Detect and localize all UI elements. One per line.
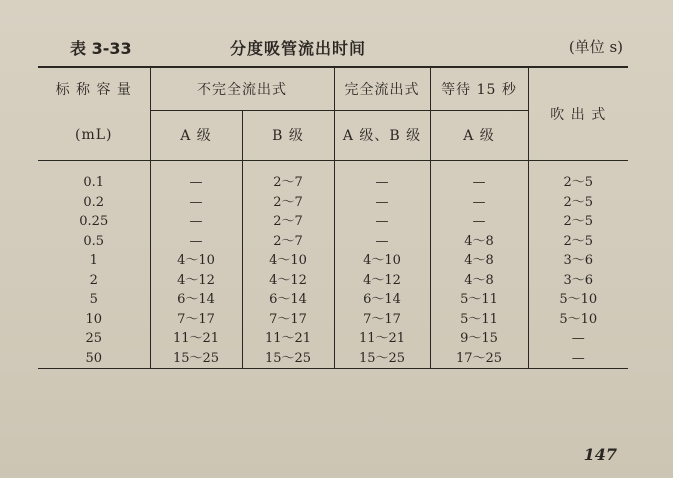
cell-wait: — [430,193,528,213]
cell-wait: 4～8 [430,251,528,271]
cell-a: 6～14 [150,290,242,310]
cell-capacity: 2 [89,272,98,288]
outflow-time-table [38,66,628,369]
cell-capacity: 0.2 [83,194,105,210]
header-blowout: 吹 出 式 [528,67,628,161]
cell-capacity: 10 [85,311,103,327]
cell-b: 2～7 [242,161,334,193]
cell-b: 7～17 [242,310,334,330]
cell-wait: 4～8 [430,271,528,291]
cell-blowout: 3～6 [528,271,628,291]
cell-wait: 4～8 [430,232,528,252]
cell-blowout: 3～6 [528,251,628,271]
cell-complete: 4～10 [334,251,430,271]
table-title: 分度吸管流出时间 [230,39,367,58]
cell-blowout: 2～5 [528,193,628,213]
cell-blowout: 2～5 [528,232,628,252]
table-row [38,212,628,232]
header-capacity: 标 称 容 量 [55,82,132,98]
cell-b: 2～7 [242,193,334,213]
cell-complete: 11～21 [334,329,430,349]
cell-wait: 5～11 [430,290,528,310]
cell-blowout: 5～10 [528,290,628,310]
cell-blowout: 2～5 [528,212,628,232]
cell-wait: 5～11 [430,310,528,330]
cell-capacity: 0.25 [79,214,109,229]
cell-wait: — [430,212,528,232]
page-number: 147 [583,445,617,464]
cell-a: 11～21 [150,329,242,349]
cell-a: — [150,193,242,213]
cell-complete: 4～12 [334,271,430,291]
table-row [38,290,628,310]
cell-capacity: 0.1 [83,175,105,190]
cell-complete: — [334,212,430,232]
table-row [38,271,628,291]
cell-blowout: — [528,329,628,349]
cell-complete: 15～25 [334,349,430,369]
header-grade-a: A 级 [150,110,242,161]
header-grade-a-wait: A 级 [430,110,528,161]
cell-b: 6～14 [242,290,334,310]
cell-complete: 7～17 [334,310,430,330]
cell-a: — [150,212,242,232]
cell-a: — [150,232,242,252]
table-row [38,251,628,271]
cell-a: 4～12 [150,271,242,291]
cell-blowout: — [528,349,628,369]
cell-a: 4～10 [150,251,242,271]
header-capacity-unit: (mL) [75,127,113,143]
cell-capacity: 0.5 [83,233,105,249]
cell-b: 15～25 [242,349,334,369]
header-wait15: 等待 15 秒 [430,67,528,110]
cell-b: 11～21 [242,329,334,349]
cell-capacity: 25 [85,331,103,346]
cell-a: — [150,161,242,193]
cell-complete: — [334,232,430,252]
header-grade-ab: A 级、B 级 [334,110,430,161]
cell-complete: — [334,161,430,193]
header-grade-b: B 级 [242,110,334,161]
header-complete: 完全流出式 [334,67,430,110]
table-row [38,161,628,193]
cell-blowout: 2～5 [528,161,628,193]
cell-blowout: 5～10 [528,310,628,330]
table-number: 表 3-33 [70,39,132,58]
table-row [38,329,628,349]
cell-capacity: 50 [85,350,103,366]
cell-complete: 6～14 [334,290,430,310]
cell-b: 2～7 [242,212,334,232]
cell-complete: — [334,193,430,213]
cell-b: 4～10 [242,251,334,271]
cell-capacity: 1 [89,253,98,268]
table-caption [70,32,623,60]
table-row [38,232,628,252]
table-row [38,349,628,369]
cell-b: 4～12 [242,271,334,291]
cell-wait: 17～25 [430,349,528,369]
table-row [38,193,628,213]
cell-a: 15～25 [150,349,242,369]
table-unit: (单位 s) [568,38,623,56]
cell-wait: 9～15 [430,329,528,349]
cell-b: 2～7 [242,232,334,252]
cell-wait: — [430,161,528,193]
header-incomplete: 不完全流出式 [150,67,334,110]
cell-a: 7～17 [150,310,242,330]
table-row [38,310,628,330]
cell-capacity: 5 [89,292,98,307]
